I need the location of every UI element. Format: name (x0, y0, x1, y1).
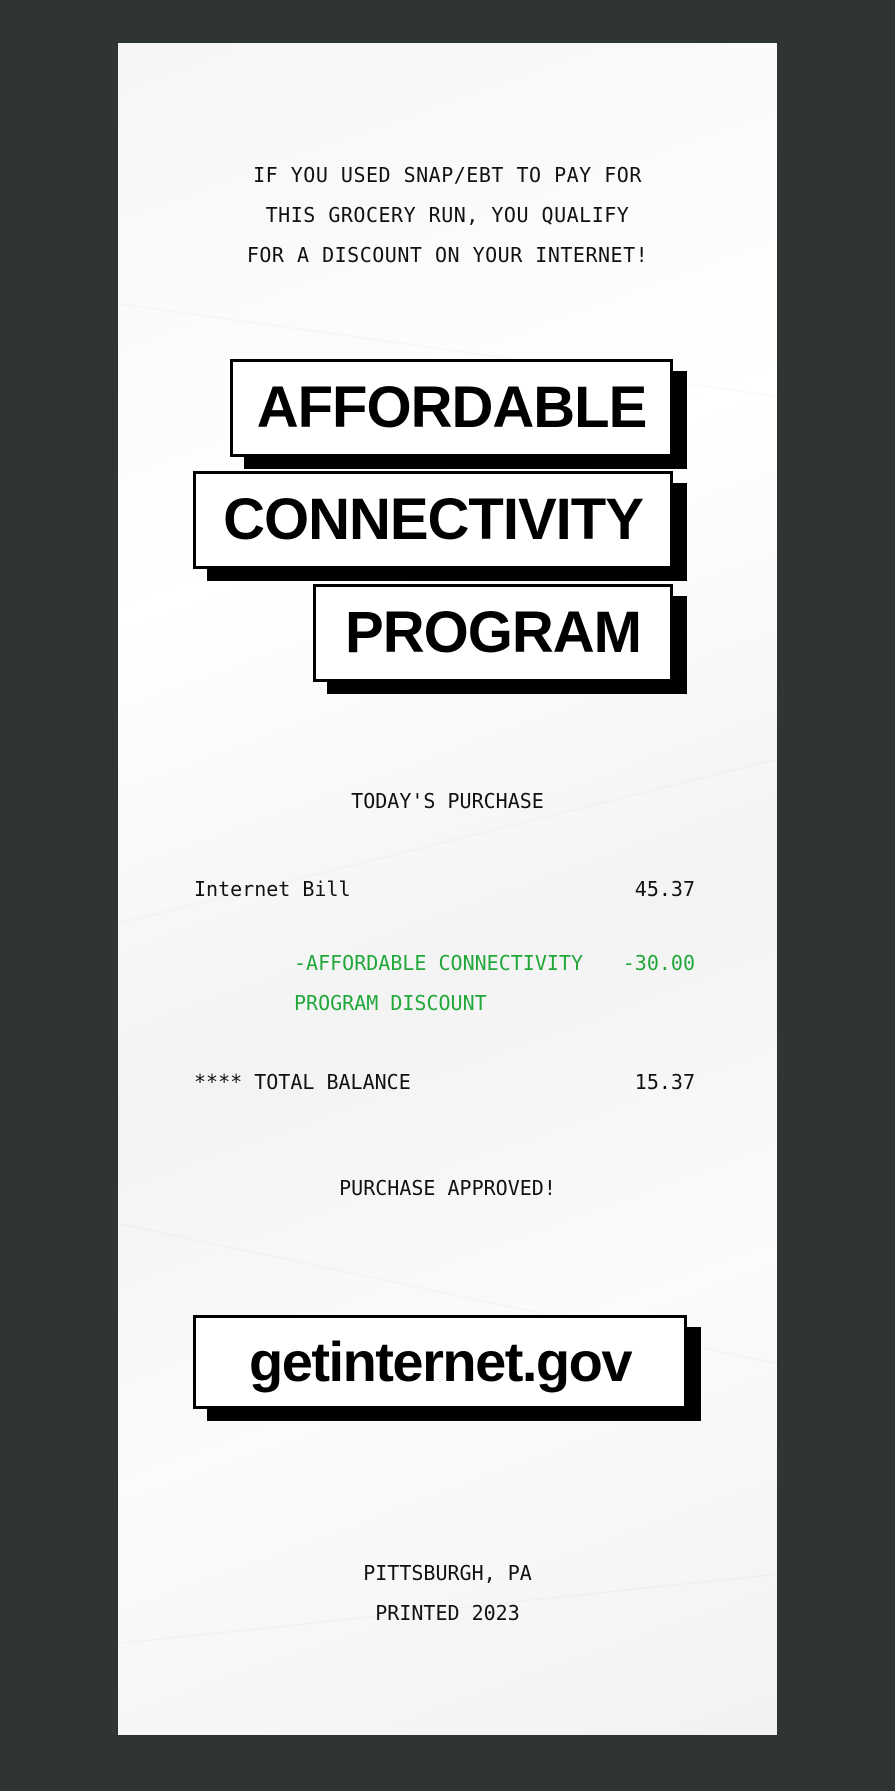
discount-line: PROGRAM DISCOUNT (294, 991, 487, 1015)
discount-line: -AFFORDABLE CONNECTIVITY (294, 951, 583, 975)
discount-label (294, 943, 583, 1023)
bill-amount: 45.37 (634, 877, 695, 901)
footer-location: PITTSBURGH, PA (363, 1561, 532, 1585)
intro-line: FOR A DISCOUNT ON YOUR INTERNET! (246, 243, 649, 267)
intro-text (118, 155, 777, 275)
website-link[interactable]: getinternet.gov (193, 1315, 687, 1409)
total-label: **** TOTAL BALANCE (194, 1070, 411, 1094)
purchase-heading: TODAY'S PURCHASE (351, 789, 544, 813)
approval-text: PURCHASE APPROVED! (339, 1176, 556, 1200)
title-block-connectivity: CONNECTIVITY (193, 471, 673, 569)
title-block-affordable: AFFORDABLE (230, 359, 673, 457)
title-block-program: PROGRAM (313, 584, 673, 682)
footer (118, 1553, 777, 1633)
total-row (194, 1070, 695, 1094)
total-amount: 15.37 (634, 1070, 695, 1094)
receipt-paper (118, 43, 777, 1735)
bill-row (194, 877, 695, 901)
bill-label: Internet Bill (194, 877, 351, 901)
intro-line: THIS GROCERY RUN, YOU QUALIFY (265, 203, 630, 227)
intro-line: IF YOU USED SNAP/EBT TO PAY FOR (253, 163, 642, 187)
footer-printed: PRINTED 2023 (375, 1601, 520, 1625)
discount-amount: -30.00 (622, 951, 695, 975)
